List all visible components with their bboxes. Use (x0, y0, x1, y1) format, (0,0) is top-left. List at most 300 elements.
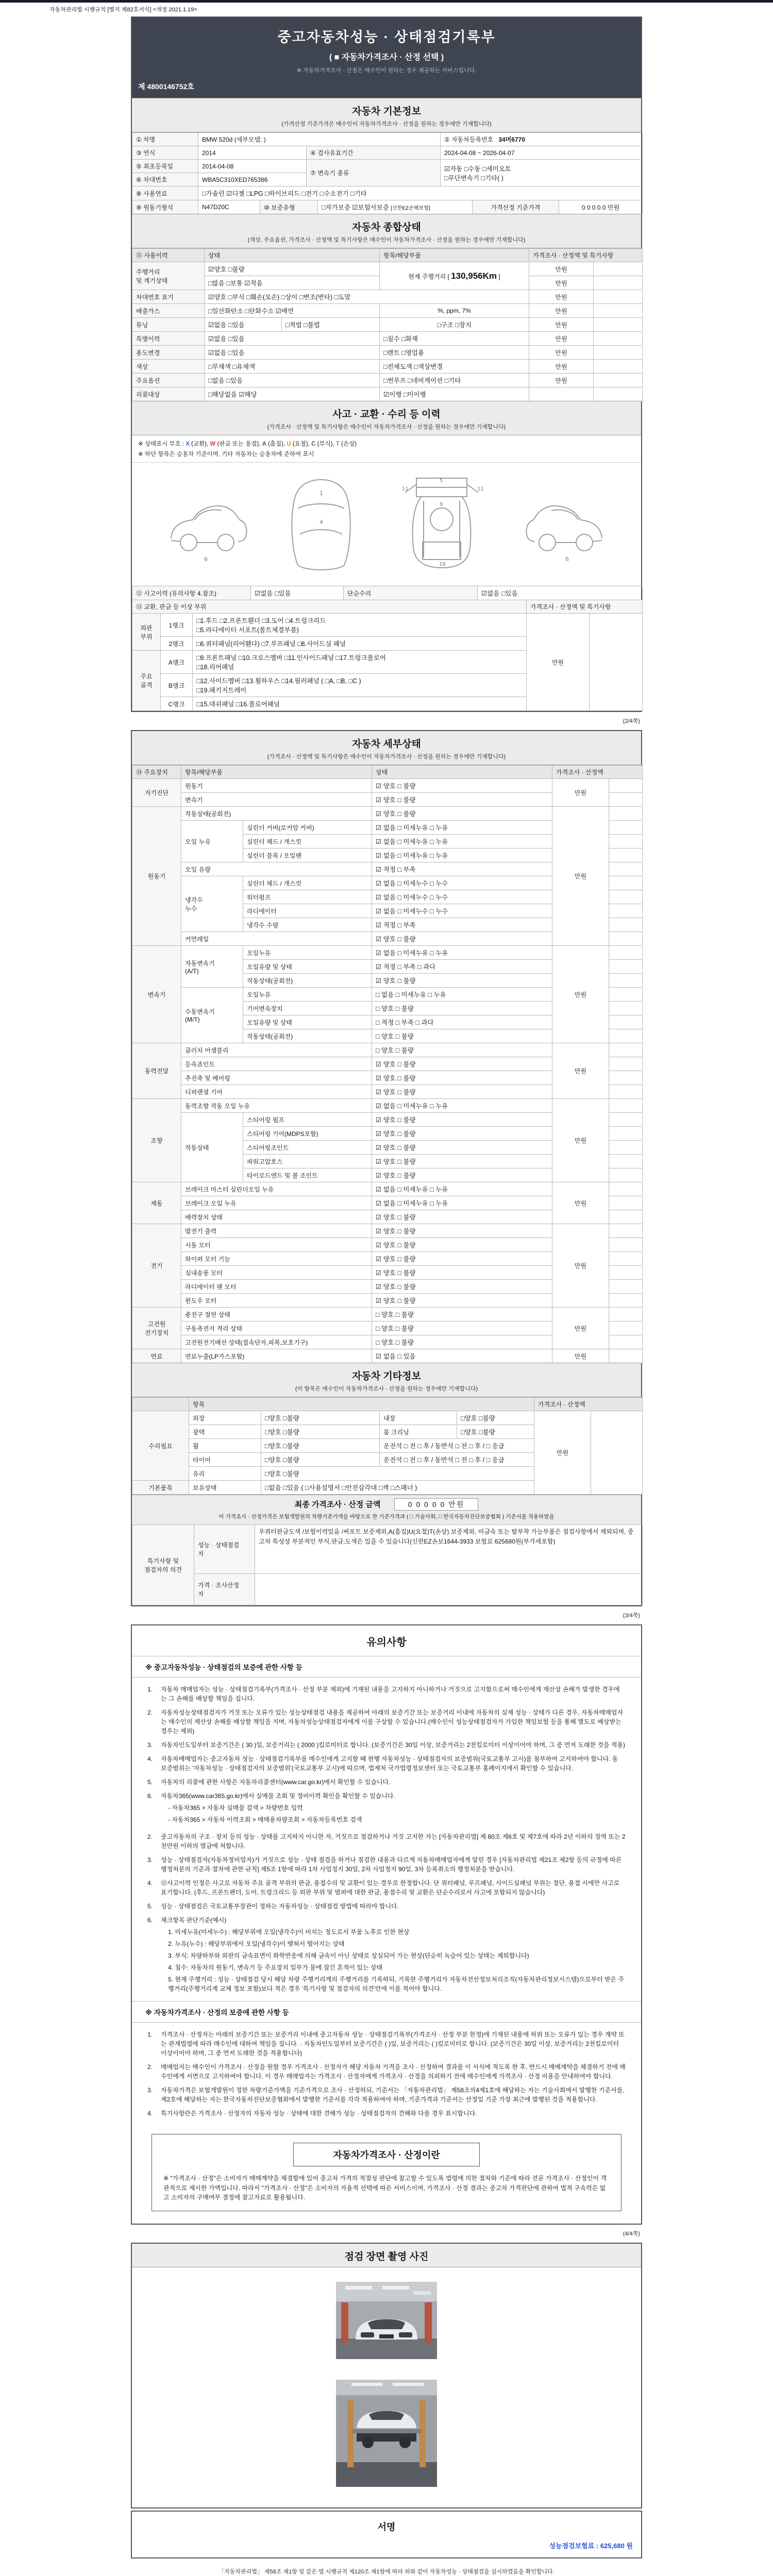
remark-cell (609, 1280, 643, 1294)
notice-text: 자동차365(www.car365.go.kr)에서 실매물 조회 및 정비이력 확인을 확인할 수 있습니다. - 자동차365 > 자동차 실매물 검색 > 차량번호 입력 - 자동차365 > 자동차 이력조회 > 매매용차량조회 > 자동차등록번호 검색 (161, 1791, 626, 1824)
detail-row (132, 1308, 643, 1321)
model-year: 2014 (198, 146, 307, 160)
footer-line-1: 「자동차관리법」 제58조 제1항 및 같은 법 시행규칙 제120조 제1항에 따라 위와 같이 자동차성능 · 상태점검을 실시하였음을 확인합니다. (219, 2568, 554, 2575)
item-label: 오일유량 및 상태 (243, 960, 372, 974)
item-label: 오일 유량 (181, 862, 372, 876)
item-label: 스티어링 기어(MDPS포함) (243, 1127, 372, 1141)
rankA-items: □9.프론트패널 □10.크로스멤버 □11.인사이드패널 □17.트렁크플로어 □18.리어패널 (193, 651, 527, 674)
notice-number: 2. (147, 2063, 153, 2071)
detail-title: 자동차 세부상태 (352, 739, 421, 750)
notice-text: 자동차의 리콜에 관한 사항은 자동차리콜센터(www.car.go.kr)에서 확인할 수 있습니다. (161, 1778, 391, 1786)
remark-cell (609, 862, 643, 876)
detail-row (132, 1349, 643, 1363)
remark-cell (609, 807, 643, 821)
remark-cell (594, 276, 643, 290)
notice-item (147, 1902, 626, 1911)
device-group-label: 전기 (132, 1224, 181, 1308)
col-header: 항목 (189, 1398, 534, 1411)
device-group-label: 자기진단 (132, 779, 181, 807)
repair-group-label: 수리필요 (132, 1411, 189, 1481)
field-label: 가격산정 기준가격 (473, 200, 559, 214)
notice-text: 가격조사 · 산정자는 아래의 보증기간 또는 보증거리 이내에 중고자동차 성능 · 상태점검기록부(가격조사 · 산정 부분 한정)에 기재된 내용에 허위 또는 오류가 있는 경우 계약 또는 관계법령에 따라 매수인에 대하여 책임을 집니다. · 자동차인도일부터 보증기간은 ( )일, 보증거리는 ( )킬로미터로 합니다. (보증기간은 30일 이상, 보증거리는 2천킬로미터 이상이어야 하며, 그 중 먼저 도래한 것을 적용합니다) (161, 2031, 625, 2057)
photos-header (132, 2244, 641, 2267)
device-group-label: 원동기 (132, 807, 181, 946)
notice-item (147, 2030, 626, 2058)
notices-list-a (132, 1677, 641, 1832)
remark-cell (609, 1085, 643, 1099)
notice-number: 3. (147, 1741, 153, 1749)
remark-cell (609, 974, 643, 988)
field-label: ③ 연식 (132, 146, 198, 160)
legend-part: U (287, 441, 291, 447)
svg-text:9: 9 (440, 502, 443, 507)
item-label: 원동기 (181, 779, 372, 793)
status-options: ☑ 양호 □ 불량 (372, 1113, 552, 1127)
base-price-value: 0 0 0 0 0 만원 (559, 200, 643, 214)
remark-cell (609, 1182, 643, 1196)
legend-part: W (210, 441, 216, 447)
notice-text: 자동차매매업자는 중고자동차 성능 · 상태점검기록부를 매수인에게 고지할 때 현행 자동차성능 · 상태점검자의 보증범위(국토교통부 고시)를 첨부하여 고지하여야 합니다. 동 보증범위는 '자동차성능 · 상태점검자의 보증범위'(국토교통부 고시)에 따르며, 법제처 국가법령정보센터 또는 국토교통부 홈페이지에서 확인할 수 있습니다. (161, 1755, 618, 1772)
legend-part: C (311, 441, 316, 447)
svg-text:4: 4 (319, 519, 323, 526)
page-marker-3: (3/4쪽) (623, 1613, 640, 1619)
item-label: 윈도우 모터 (181, 1294, 372, 1308)
status-options: ☑ 양호 □ 불량 (372, 1071, 552, 1085)
remark-cell (609, 849, 643, 862)
notice-text: 자동차 매매업자는 성능 · 상태점검기록부(가격조사 · 산정 부분 제외)에 기재된 내용을 고지하지 아니하거나 거짓으로 고지함으로써 매수인에게 재산상 손해가 발생한 경우에는 그 손해를 배상할 책임을 집니다. (161, 1686, 620, 1702)
detail-header (132, 731, 641, 765)
legend-part: (교환), (189, 441, 210, 447)
vin-number: WBA5C310XED765386 (198, 173, 307, 187)
notice-item (147, 1791, 626, 1824)
etc-price-cell: 만원 (534, 1411, 591, 1495)
tuning-kind-options: □구조 □장치 (380, 318, 529, 332)
notices-list-c (132, 2023, 641, 2126)
reg-no: 34머6770 (498, 136, 525, 143)
col-header: ⑪ 사용이력 (132, 249, 205, 262)
row-label: 주요옵션 (132, 374, 205, 387)
mileage-status-options: ☑양호 □불량 (205, 262, 380, 276)
item-label: 기어변속장치 (243, 1002, 372, 1015)
car-diagram-right-side (524, 472, 609, 575)
item-label: 라디에이터 (243, 904, 372, 918)
price-cell: 만원 (552, 1349, 609, 1363)
recall-target-options: □해당없음 ☑해당 (205, 387, 380, 401)
notice-number: 2. (147, 1833, 153, 1840)
accident-note: (가격조사 · 산정액 및 특기사항은 매수인이 자동차가격조사 · 산정을 원하는 경우에만 기재합니다) (267, 424, 506, 430)
wheel-options: □양호 □불량 (261, 1439, 380, 1453)
remark-cell (609, 876, 643, 890)
exterior-options: □양호 □불량 (261, 1411, 380, 1425)
price-cell: 만원 (529, 262, 594, 276)
item-label: 동력조향 작동 오일 누유 (181, 1099, 372, 1113)
basic-info-table-3 (132, 200, 643, 214)
notice-subitem: 3. 부식: 차량하부와 외판의 금속표면이 화학반응에 의해 금속이 아닌 상태로 상실되어 가는 현상(단순히 녹슬어 있는 상태는 제외합니다) (168, 1952, 529, 1959)
sub-group-label: 냉각수 누수 (181, 876, 243, 932)
remark-cell (609, 1335, 643, 1349)
status-options: ☑ 적정 □ 부족 (372, 862, 552, 876)
mileage-amount-options: □많음 □보통 ☑적음 (205, 276, 380, 290)
rankC-items: □15.대쉬패널 □16.플로어패널 (193, 697, 527, 711)
notice-item (147, 1777, 626, 1787)
svg-text:6: 6 (565, 556, 569, 563)
svg-text:5: 5 (440, 478, 443, 484)
panel-group-label: 외판 부위 (132, 614, 161, 651)
notice-number: 4. (147, 1755, 153, 1762)
status-options: ☑ 적정 □ 부족 (372, 918, 552, 932)
item-label: 작동상태(공회전) (181, 807, 372, 821)
item-label: 실린더 커버(로커암 커버) (243, 821, 372, 835)
status-options: ☑ 없음 □ 미세누유 □ 누유 (372, 835, 552, 849)
special-history-options: ☑없음 □있음 (205, 332, 380, 346)
row-label: 룸 크리닝 (380, 1425, 457, 1439)
notices-subheader-1: ※ 중고자동차성능 · 상태점검의 보증에 관한 사항 등 (132, 1656, 641, 1677)
notice-item (147, 1878, 626, 1897)
status-options: ☑ 양호 □ 불량 (372, 1141, 552, 1155)
notice-item (147, 1708, 626, 1736)
notice-text: 특기사항란은 가격조사 · 산정자의 자동차 성능 · 상태에 대한 견해가 성능 · 상태점검자의 견해와 다를 경우 표시합니다. (161, 2110, 477, 2117)
item-label: 연료누출(LP가스포함) (181, 1349, 372, 1363)
special-kind-options: □침수 □화재 (380, 332, 529, 346)
col-header: 가격조사 · 산정액 (552, 766, 643, 779)
col-header: 항목/해당부품 (181, 766, 372, 779)
remark-cell (594, 374, 643, 387)
etc-header (132, 1363, 641, 1397)
item-label: 실내송풍 모터 (181, 1266, 372, 1280)
detail-note: (가격조사 · 산정액 및 특기사항은 매수인이 자동차가격조사 · 산정을 원하는 경우에만 기재합니다) (267, 754, 506, 760)
banner-note: ※ 자동차가격조사 · 산정은 매수인이 원하는 경우 제공하는 서비스입니다. (296, 67, 477, 74)
vehicle-name: BMW 520d (세부모델: ) (198, 133, 441, 146)
remark-cell (609, 1349, 643, 1363)
comprehensive-header (132, 214, 641, 248)
remark-cell (609, 988, 643, 1002)
notice-subitem: 4. 침수: 자동차의 원동기, 변속기 등 주요장치 일부가 물에 잠긴 흔적이 있는 상태 (168, 1964, 383, 1971)
rank-label: B랭크 (161, 674, 193, 697)
device-group-label: 고전원 전기장치 (132, 1308, 181, 1349)
signature-box (131, 2511, 642, 2558)
item-label: 냉각수 수량 (243, 918, 372, 932)
car-diagram-top-view (282, 472, 360, 575)
car-diagram-left-side (164, 472, 249, 575)
status-options: ☑ 없음 □ 미세누수 □ 누수 (372, 904, 552, 918)
status-options: ☑ 없음 □ 미세누유 □ 누유 (372, 1182, 552, 1196)
recall-done-options: ☑이행 □미이행 (380, 387, 529, 401)
price-cell: 만원 (529, 374, 594, 387)
price-cell: 만원 (552, 807, 609, 946)
notice-subitem: - 자동차365 > 자동차 이력조회 > 매매용차량조회 > 자동차등록번호 검색 (168, 1816, 362, 1823)
status-options: ☑ 양호 □ 불량 (372, 1210, 552, 1224)
page-subtitle: ( ■ 자동차가격조사 · 산정 선택 ) (329, 53, 444, 62)
vin-marking-options: ☑양호 □부식 □훼손(오손) □상이 □변조(변타) □도말 (205, 290, 529, 304)
repaint-options: □전체도색 □색상변경 (380, 360, 529, 374)
etc-note: (이 항목은 매수인이 자동차가격조사 · 산정을 원하는 경우에만 기재합니다) (295, 1386, 478, 1392)
price-appraisal-info-title: 자동차가격조사 · 산정이란 (293, 2143, 480, 2166)
warranty-type-options: □자가보증 ☑보험사보증 [신한EZ손해보험] (318, 200, 473, 214)
comprehensive-table (132, 248, 643, 401)
wheel-position-options: 운전석 □ 전 □ 후 / 동반석 □ 전 □ 후 / □ 응급 (380, 1439, 534, 1453)
status-options: ☑ 양호 □ 불량 (372, 1238, 552, 1252)
price-cell (529, 387, 594, 401)
detail-row (132, 1224, 643, 1238)
status-options: ☑ 양호 □ 불량 (372, 1085, 552, 1099)
remark-cell (594, 304, 643, 318)
row-label: 내장 (380, 1411, 457, 1425)
remark-cell (609, 904, 643, 918)
device-group-label: 조향 (132, 1099, 181, 1182)
notice-subitem: 1. 미세누유(미세누수) : 해당부위에 오일(냉각수)이 비치는 정도로서 부품 노후로 인한 현상 (168, 1928, 410, 1936)
remark-cell (609, 890, 643, 904)
device-group-label: 제동 (132, 1182, 181, 1224)
row-label: 튜닝 (132, 318, 205, 332)
etc-remark-cell (591, 1411, 643, 1495)
notice-text: 체크항목 판단기준(예시) 1. 미세누유(미세누수) : 해당부위에 오일(냉각수)이 비치는 정도로서 부품 노후로 인한 현상 2. 누유(누수) : 해당부위에서 오일(냉각수)이 맺혀서 떨어지는 상태 3. 부식: 차량하부와 외판의 금속표면이 화학반응에 의해 금속이 아닌 상태로 상실되어 가는 현상(단순히 녹슬어 있는 상태는 제외합니다) 4. 침수: 자동차의 원동기, 변속기 등 주요장치 일부가 물에 잠긴 흔적이 있는 상태 5. 현재 주행거리 : 성능 · 상태점검 당시 해당 차량 주행거리계의 주행거리를 기록하되, 기록한 주행거리가 자동차전산정보처리조직(자동차관리정보시스템)으로부터 받은 주행거리(주행거리계 교체 정보 포함)보다 적은 경우 '특기사항 및 점검자의 의견'란에 이를 적어야 합니다. (161, 1916, 626, 1993)
item-label: 배력장치 상태 (181, 1210, 372, 1224)
tuning-options: ☑없음 □있음 (205, 318, 282, 332)
remark-cell (609, 1252, 643, 1266)
legend-part: ※ 상태표시 부호 : (138, 441, 186, 447)
remark-cell (594, 262, 643, 276)
basic-info-note: (가격산정 기준가격은 매수인이 자동차가격조사 · 산정을 원하는 경우에만 기재합니다) (281, 121, 492, 127)
inspector-opinion-text: 우쿼터판금도색 /보험이력있음 /써포트 보증제외,A(흠집)U(요철)T(손상) 보증제외, 비금속 또는 탈부착 가능부품은 점검사항에서 제외되며, 중고차 특성상 부분적인 부식,판금,도색은 있을 수 있습니다(신한EZ손보1644-3933 보험료 625680원(부가세포함) (255, 1525, 643, 1574)
remark-cell (594, 290, 643, 304)
remark-cell (609, 1015, 643, 1029)
notice-text: 매매업자는 매수인이 가격조사 · 산정을 원할 경우 가격조사 · 산정자가 해당 자동차 가격을 조사 · 산정하여 결과를 이 서식에 적도록 한 후, 반드시 매매계약을 체결하기 전에 매수인에게 서면으로 고지하여야 합니다. 이 경우 매매업자는 가격조사 · 산정자에게 가격조사 · 산정을 의뢰하기 전에 매수인에게 가격조사 · 산정 비용을 안내하여야 합니다. (161, 2063, 626, 2080)
item-label: 타이로드엔드 및 볼 조인트 (243, 1168, 372, 1182)
notice-item (147, 1685, 626, 1703)
final-price-value: 0 0 0 0 0 만원 (394, 1498, 478, 1511)
color-options: □무채색 □유채색 (205, 360, 380, 374)
status-options: ☑ 양호 □ 불량 (372, 1127, 552, 1141)
detail-row (132, 779, 643, 793)
inspection-photo-lift (336, 2380, 437, 2487)
notice-number: 1. (147, 1686, 153, 1693)
remark-cell (609, 1057, 643, 1071)
insurance-fee: 성능점검보험료 : 625,680 원 (549, 2541, 633, 2550)
detail-report-box (131, 730, 642, 1606)
sub-group-label: 오일 누유 (181, 821, 243, 862)
emission-values: %, ppm, 7% (380, 304, 529, 318)
legend-part: (판금 또는 용접), (215, 441, 262, 447)
etc-title: 자동차 기타정보 (352, 1371, 421, 1382)
notices-list-b (132, 1832, 641, 2001)
item-label: 와이퍼 모터 기능 (181, 1252, 372, 1266)
remark-cell (609, 1099, 643, 1113)
notice-subitem: - 자동차365 > 자동차 실매물 검색 > 차량번호 입력 (168, 1804, 303, 1811)
rank-label: C랭크 (161, 697, 193, 711)
row-label: 보유상태 (189, 1481, 261, 1495)
notices-title: 유의사항 (366, 1637, 407, 1648)
legend-part: (손상) (339, 441, 357, 447)
price-cell: 만원 (529, 332, 594, 346)
price-cell: 만원 (529, 360, 594, 374)
price-cell: 만원 (529, 304, 594, 318)
emission-options: □일산화탄소 □탄화수소 ☑매연 (205, 304, 380, 318)
remark-cell (609, 1294, 643, 1308)
price-cell: 만원 (529, 290, 594, 304)
status-options: ☑ 양호 □ 불량 (372, 1168, 552, 1182)
option-kind-options: □썬루프 □네비게이션 □기타 (380, 374, 529, 387)
final-price-note: 이 가격조사 · 산정가격은 보험개발원의 차량기준가액을 바탕으로 한 기준가격과 ( □ 기술사회, □ 한국자동차진단보증협회 ) 기준서를 적용하였음 (132, 1511, 641, 1525)
detail-row (132, 1099, 643, 1113)
notice-item (147, 1740, 626, 1750)
status-options: ☑ 없음 □ 미세누수 □ 누수 (372, 876, 552, 890)
status-code-legend (132, 435, 641, 449)
field-label: ⑨ 원동기형식 (132, 200, 198, 214)
remark-cell (609, 1196, 643, 1210)
field-label: ⑩ 보증유형 (260, 200, 318, 214)
device-group-label: 동력전달 (132, 1043, 181, 1099)
legend-part: X (186, 441, 190, 447)
engine-type: N47D20C (198, 200, 260, 214)
status-options: ☑ 없음 □ 미세누유 □ 누유 (372, 821, 552, 835)
document-number: 제 4800146752호 (138, 82, 194, 91)
status-options: ☑ 양호 □ 불량 (372, 974, 552, 988)
photos-title: 점검 장면 촬영 사진 (344, 2251, 429, 2262)
opinion-group-label: 특기사항 및 점검자의 의견 (132, 1525, 194, 1605)
item-label: 디퍼렌셜 기어 (181, 1085, 372, 1099)
item-label: 발전기 출력 (181, 1224, 372, 1238)
photos-box (131, 2243, 642, 2509)
remark-cell (609, 793, 643, 807)
notice-text: ⑫사고이력 인정은 사고로 자동차 주요 골격 부위의 판금, 용접수리 및 교환이 있는 경우로 한정합니다. 단 쿼터패널, 루프패널, 사이드실패널 부위는 절단, 용접 시에만 사고로 표기합니다. (후드, 프론트펜더, 도어, 트렁크리드 등 외판 부위 및 범퍼에 대한 판금, 용접수리 및 교환은 단순수리로서 사고에 포함되지 않습니다) (161, 1879, 620, 1896)
price-cell: 만원 (552, 946, 609, 1043)
notice-text: 성능 · 상태점검자(자동차정비업자)가 거짓으로 성능 · 상태 점검을 하거나 점검한 내용과 다르게 자동차매매업자에게 알린 경우 [자동차관리법 제21조 제2항 등의 규정에 따른 행정처분의 기준과 절차에 관한 규칙] 제5조 1항에 따라 1차 사업정지 30일, 2차 사업정지 90일, 3차 등록취소의 행정처분을 받습니다. (161, 1856, 622, 1873)
notice-subitem: 5. 현재 주행거리 : 성능 · 상태점검 당시 해당 차량 주행거리계의 주행거리를 기록하되, 기록한 주행거리가 자동차전산정보처리조직(자동차관리정보시스템)으로부터 받은 주행거리(주행거리계 교체 정보 포함)보다 적은 경우 '특기사항 및 점검자의 의견'란에 이를 적어야 합니다. (168, 1976, 625, 1992)
status-options: ☑ 양호 □ 불량 (372, 1294, 552, 1308)
signature-title: 서명 (377, 2521, 396, 2532)
price-cell: 만원 (552, 779, 609, 807)
remark-cell (594, 318, 643, 332)
item-label: 오일유량 및 상태 (243, 1015, 372, 1029)
item-label: 실린더 헤드 / 개스킷 (243, 835, 372, 849)
item-label: 워터펌프 (243, 890, 372, 904)
notice-item (147, 2109, 626, 2118)
tire-options: □양호 □불량 (261, 1453, 380, 1467)
row-label: 차대번호 표기 (132, 290, 205, 304)
tire-position-options: 운전석 □ 전 □ 후 / 동반석 □ 전 □ 후 / □ 응급 (380, 1453, 534, 1467)
basic-info-header (132, 98, 641, 132)
polish-options: □양호 □불량 (261, 1425, 380, 1439)
item-label: 파워고압호스 (243, 1155, 372, 1168)
remark-cell (609, 1127, 643, 1141)
document-sheet (131, 16, 642, 2576)
col-header: 가격조사 · 산정액 및 특기사항 (529, 249, 643, 262)
notice-item (147, 1855, 626, 1874)
remark-cell (609, 946, 643, 960)
col-header: ⑭ 주요장치 (132, 766, 181, 779)
car-diagram-underbody (393, 470, 491, 578)
final-price-label: 최종 가격조사 · 산정 금액 (294, 1500, 381, 1509)
item-label: 작동상태(공회전) (243, 974, 372, 988)
remark-cell (609, 1266, 643, 1280)
inspector-label: 성능 · 상태점검 자 (194, 1525, 255, 1574)
remark-cell (609, 1155, 643, 1168)
fuel-options: □가솔린 ☑디젤 □LPG □하이브리드 □전기 □수소전기 □기타 (198, 187, 643, 200)
item-label: 추진축 및 베어링 (181, 1071, 372, 1085)
remark-cell (609, 1113, 643, 1127)
status-options: ☑ 없음 □ 미세누유 □ 누유 (372, 849, 552, 862)
basic-info-table-1 (132, 132, 643, 187)
accident-title: 사고 · 교환 · 수리 등 이력 (332, 409, 441, 420)
rank2-items: □6.쿼터패널(리어휀다) □7.루프패널 □8.사이드실 패널 (193, 637, 527, 651)
device-group-label: 변속기 (132, 946, 181, 1043)
page-marker-2: (2/4쪽) (623, 718, 640, 724)
notice-subitem: 2. 누유(누수) : 해당부위에서 오일(냉각수)이 맺혀서 떨어지는 상태 (168, 1940, 345, 1947)
exchange-header-right: 가격조사 · 산정액 및 특기사항 (527, 600, 643, 614)
notice-text: 중고자동차의 구조 · 장치 등의 성능 · 상태를 고지하지 아니한 자, 거짓으로 점검하거나 거짓 고지한 자는 [자동차관리법] 제 80조 제6호 및 제7호에 따라 2년 이하의 징역 또는 2천만원 이하의 벌금에 처합니다. (161, 1833, 626, 1850)
etc-table (132, 1397, 643, 1495)
item-label: 브레이크 오일 누유 (181, 1196, 372, 1210)
remark-cell (609, 1308, 643, 1321)
notice-number: 4. (147, 1879, 153, 1887)
svg-text:11: 11 (477, 486, 484, 492)
item-label: 충전구 절연 상태 (181, 1308, 372, 1321)
col-header: 상태 (205, 249, 380, 262)
remark-cell (609, 960, 643, 974)
remark-cell (594, 346, 643, 360)
item-label: 실린더 헤드 / 개스킷 (243, 876, 372, 890)
field-label: ④ 검사유효기간 (307, 146, 441, 160)
notice-item (147, 2062, 626, 2081)
remark-cell (609, 1224, 643, 1238)
row-label: 특별이력 (132, 332, 205, 346)
rank-label: 2랭크 (161, 637, 193, 651)
remark-cell (609, 1029, 643, 1043)
svg-text:18: 18 (439, 562, 446, 567)
price-cell: 만원 (552, 1308, 609, 1349)
price-appraisal-info-box (152, 2134, 621, 2211)
form-reference-note: 자동차관리법 시행규칙 [별지 제82호서식] <개정 2021.1.19> (49, 7, 197, 13)
detail-row (132, 1043, 643, 1057)
svg-text:11: 11 (402, 486, 409, 492)
field-label: ① 차명 (132, 133, 198, 146)
accident-history-options: ☑없음 □있음 (251, 586, 344, 600)
price-cell: 만원 (529, 318, 594, 332)
field-label: ⑧ 사용연료 (132, 187, 198, 200)
exchange-header-left: ⑬ 교환, 판금 등 이상 부위 (132, 600, 527, 614)
notice-item (147, 1832, 626, 1851)
appraiser-label: 가격 · 조사산정 자 (194, 1574, 255, 1605)
item-label: 변속기 (181, 793, 372, 807)
status-options: ☑ 양호 □ 불량 (372, 1252, 552, 1266)
simple-repair-label: 단순수리 (344, 586, 478, 600)
remark-cell (609, 1210, 643, 1224)
main-option-options: □없음 □있음 (205, 374, 380, 387)
remark-cell (609, 1321, 643, 1335)
remark-cell (609, 1002, 643, 1015)
status-options: ☑ 양호 □ 불량 (372, 1057, 552, 1071)
status-code-legend-2: ※ 하단 항목은 승용차 기준이며, 기타 자동차는 승용차에 준하여 표시 (138, 451, 314, 457)
row-label: 광택 (189, 1425, 261, 1439)
notice-number: 3. (147, 2087, 153, 2094)
interior-options: □양호 □불량 (457, 1411, 534, 1425)
remark-cell (609, 932, 643, 946)
detail-table (132, 765, 643, 1363)
status-options: ☑ 양호 □ 불량 (372, 1280, 552, 1294)
status-options: ☑ 양호 □ 불량 (372, 1266, 552, 1280)
remark-cell (609, 1238, 643, 1252)
item-label: 스티어링 펌프 (243, 1113, 372, 1127)
remark-cell (609, 1168, 643, 1182)
price-cell: 만원 (529, 346, 594, 360)
status-options: ☑ 양호 □ 불량 (372, 793, 552, 807)
basic-info-title: 자동차 기본정보 (352, 106, 421, 117)
remark-cell (594, 360, 643, 374)
reg-no-cell (441, 133, 643, 146)
field-label: ② 자동차등록번호 (444, 136, 494, 143)
remark-cell (609, 835, 643, 849)
item-label: 고전원전기배선 상태(접속단자,피복,보호기구) (181, 1335, 372, 1349)
